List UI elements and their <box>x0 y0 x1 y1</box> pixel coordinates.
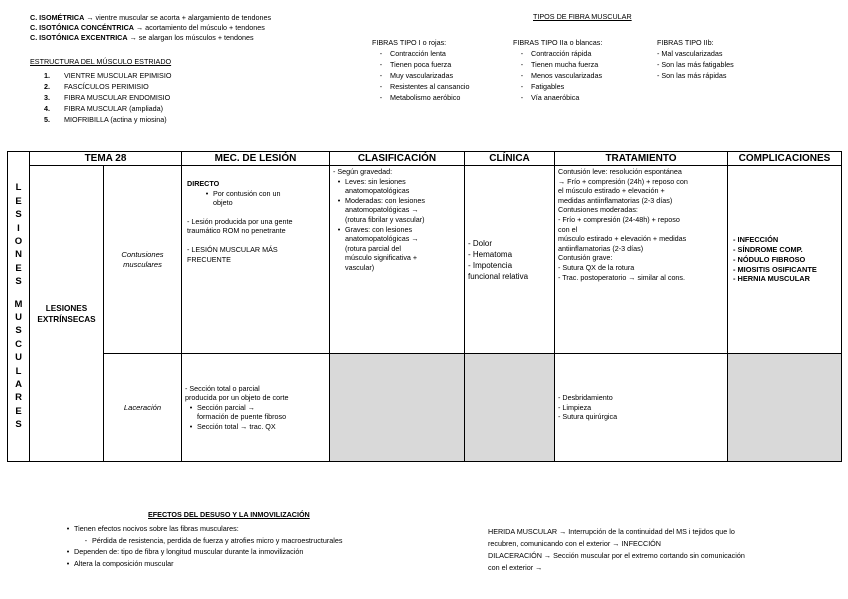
group-label: LESIONES EXTRÍNSECAS <box>30 166 104 462</box>
mec-laceracion: - Sección total o parcial producida por un objeto de corte • Sección parcial → formación de puente fibroso • Sección total → trac. QX <box>182 354 330 462</box>
side-label-lesiones <box>8 181 29 288</box>
subtype-contusiones: Contusiones musculares <box>104 166 182 354</box>
contraction-types <box>30 13 271 43</box>
side-letter: E <box>15 262 22 274</box>
tratamiento-contusiones: Contusión leve: resolución espontánea → Frío + compresión (24h) + reposo con el músculo estirado + elevación + medidas antiinflamatorias (2-3 días) Contusiones moderadas: - Frío + compresión (24-48h) + reposo con el músculo estirado + elevación + medidas antiinflamatorias (2-3 días) Contusión grave: - Sutura QX de la rotura - Trac. postoperatorio → similar al cons. <box>555 166 728 354</box>
fiber-type-2a <box>513 38 602 103</box>
side-letter: L <box>15 182 22 194</box>
list-item: - Contracción rápida <box>520 49 592 58</box>
clinica-contusiones: - Dolor - Hematoma - Impotencia funcional relativa <box>465 166 555 354</box>
side-letter: O <box>14 235 23 247</box>
list-item: • Graves: con lesiones <box>337 224 413 234</box>
side-letter: S <box>15 419 22 431</box>
herida-line-2: recubren, comunicando con el exterior → INFECCIÓN <box>488 539 661 548</box>
list-item: - Fatigables <box>520 82 565 91</box>
structure-list <box>44 70 171 125</box>
lesions-table <box>7 151 841 462</box>
fiber-type-2b-title: FIBRAS TIPO IIb: <box>657 38 714 47</box>
side-letter: S <box>15 325 22 337</box>
list-item: • Tienen efectos nocivos sobre las fibras musculares: <box>66 524 239 533</box>
side-letter: R <box>15 392 22 404</box>
header-mec: MEC. DE LESIÓN <box>182 152 330 166</box>
list-item: - Mal vascularizadas <box>657 49 723 58</box>
side-letter: L <box>15 365 22 377</box>
side-letter: N <box>15 249 22 261</box>
clasificacion-laceracion-empty <box>330 354 465 462</box>
list-item: • Sección total → trac. QX <box>189 422 276 432</box>
list-item: • Sección parcial → <box>189 402 255 412</box>
list-item: - Pérdida de resistencia, perdida de fuerza y atrofies micro y macroestructurales <box>84 535 343 545</box>
list-item: • Moderadas: con lesiones <box>337 195 425 205</box>
tratamiento-laceracion: - Desbridamiento - Limpieza - Sutura quirúrgica <box>555 354 728 462</box>
contraction-eccentric: C. ISOTÓNICA EXCENTRICA → se alargan los músculos + tendones <box>30 33 254 42</box>
subtype-laceracion: Laceración <box>104 354 182 462</box>
dilaceracion-line-2: con el exterior → <box>488 563 543 572</box>
list-item: - Metabolismo aeróbico <box>379 93 461 102</box>
mec-title: DIRECTO <box>187 179 220 188</box>
side-letter: E <box>15 405 22 417</box>
herida-line-1: HERIDA MUSCULAR → Interrupción de la continuidad del MS i tejidos que lo <box>488 527 735 536</box>
contraction-concentric: C. ISOTÓNICA CONCÉNTRICA → acortamiento del músculo + tendones <box>30 23 265 32</box>
list-item: - Contracción lenta <box>379 49 446 58</box>
side-letter: U <box>15 312 22 323</box>
list-item: 4. FIBRA MUSCULAR (ampliada) <box>44 104 164 113</box>
list-item: 1. VIENTRE MUSCULAR EPIMISIO <box>44 71 172 80</box>
list-item: - Son las más rápidas <box>657 71 727 80</box>
list-item: - Muy vascularizadas <box>379 71 454 80</box>
side-letter: S <box>15 209 22 221</box>
header-clasificacion: CLASIFICACIÓN <box>330 152 465 166</box>
side-letter: U <box>15 352 22 364</box>
fiber-type-2b <box>657 38 734 81</box>
side-letter: M <box>14 298 23 310</box>
header-clinica: CLÍNICA <box>465 152 555 166</box>
disuse-list <box>62 523 342 569</box>
list-item: 2. FASCÍCULOS PERIMISIO <box>44 82 149 91</box>
list-item: - Menos vascularizadas <box>520 71 603 80</box>
header-tema: TEMA 28 <box>30 152 182 166</box>
fiber-type-1 <box>372 38 470 103</box>
list-item: 5. MIOFRIBILLA (actina y miosina) <box>44 115 167 124</box>
mec-bullet: • Por contusión con un <box>205 188 281 198</box>
list-item: • Leves: sin lesiones <box>337 176 406 186</box>
list-item: - Resistentes al cansancio <box>379 82 470 91</box>
header-tratamiento: TRATAMIENTO <box>555 152 728 166</box>
fiber-types-title: TIPOS DE FIBRA MUSCULAR <box>533 12 632 21</box>
list-item: - Tienen mucha fuerza <box>520 60 599 69</box>
contraction-isometric: C. ISOMÉTRICA → vientre muscular se acorta + alargamiento de tendones <box>30 13 272 22</box>
list-item: • Altera la composición muscular <box>66 558 174 568</box>
list-item: 3. FIBRA MUSCULAR ENDOMISIO <box>44 93 171 102</box>
header-complicaciones: COMPLICACIONES <box>728 152 842 166</box>
side-label-musculares <box>8 298 29 432</box>
complicaciones-contusiones: - INFECCIÓN - SÍNDROME COMP. - NÓDULO FIBROSO - MIOSITIS OSIFICANTE - HERNIA MUSCULAR <box>728 166 842 354</box>
complicaciones-laceracion-empty <box>728 354 842 462</box>
structure-title: ESTRUCTURA DEL MÚSCULO ESTRIADO <box>30 57 172 66</box>
list-item: - Tienen poca fuerza <box>379 60 452 69</box>
fiber-type-1-title: FIBRAS TIPO I o rojas: <box>372 38 447 47</box>
list-item: • Dependen de: tipo de fibra y longitud muscular durante la inmovilización <box>66 547 304 556</box>
side-label <box>8 152 30 462</box>
wounds <box>488 526 745 574</box>
mec-contusiones: DIRECTO • Por contusión con un objeto - Lesión producida por una gente traumático ROM no penetrante - LESIÓN MUSCULAR MÁS FRECUENTE <box>182 166 330 354</box>
clasificacion-contusiones: - Según gravedad: • Leves: sin lesiones anatomopatológicas • Moderadas: con lesiones anatomopatológicas → (rotura fibrilar y vascular) • Graves: con lesiones anatomopatológicas → (rotura parcial del músculo significativa + vascular) <box>330 166 465 354</box>
side-letter: E <box>15 195 22 207</box>
list-item: - Son las más fatigables <box>657 60 734 69</box>
clinica-laceracion-empty <box>465 354 555 462</box>
side-letter: C <box>15 338 22 350</box>
side-letter: I <box>17 222 20 234</box>
disuse-title: EFECTOS DEL DESUSO Y LA INMOVILIZACIÓN <box>148 510 310 519</box>
dilaceracion-line-1: DILACERACIÓN → Sección muscular por el extremo cortando sin comunicación <box>488 551 745 560</box>
side-letter: S <box>15 276 22 288</box>
side-letter: A <box>15 379 22 391</box>
fiber-type-2a-title: FIBRAS TIPO IIa o blancas: <box>513 38 603 47</box>
list-item: - Vía anaeróbica <box>520 93 580 102</box>
